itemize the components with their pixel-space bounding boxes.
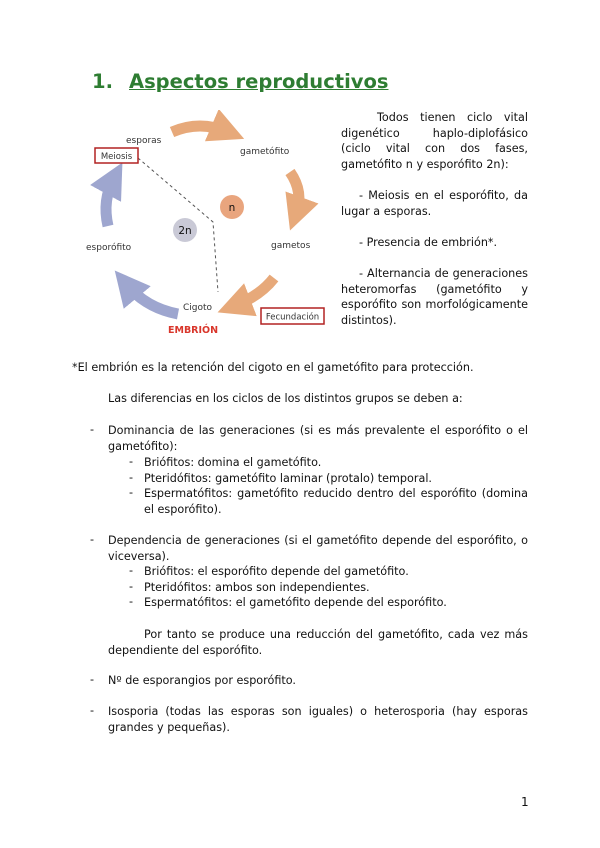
intro-item-alternancia: - Alternancia de generaciones heteromorfas (gametófito y esporófito son morfológicamente distintos). (341, 266, 528, 327)
n-label: n (228, 202, 236, 214)
section-heading (92, 70, 388, 93)
page-number: 1 (521, 795, 529, 809)
meiosis-label: Meiosis (100, 152, 133, 162)
two-n-label: 2n (178, 225, 192, 237)
sub-bullet-dash: - (129, 486, 134, 499)
intro-item-meiosis: - Meiosis en el esporófito, da lugar a esporas. (341, 188, 528, 218)
sub-bullet-dash: - (129, 455, 134, 468)
sub-bullet-dash: - (129, 564, 134, 577)
esporas-label: esporas (126, 136, 162, 146)
dependencia-sub-pteridofitos: Pteridófitos: ambos son independientes. (144, 581, 370, 594)
embryo-note: *El embrión es la retención del cigoto en el gametófito para protección. (72, 361, 474, 374)
arrow-gametos-fecundacion (234, 278, 274, 306)
dominancia-sub-espermatofitos: Espermatófitos: gametófito reducido dentro del esporófito (domina el esporófito). (144, 487, 528, 516)
fecundacion-label: Fecundación (265, 312, 320, 323)
esporofito-label: esporófito (86, 243, 132, 253)
dominancia-text: Dominancia de las generaciones (si es más prevalente el esporófito o el gametófito): (108, 424, 528, 453)
dominancia-sub-briofitos: Briófitos: domina el gametófito. (144, 456, 322, 469)
heading-title: Aspectos reproductivos (128, 70, 389, 93)
arrow-gametofito-gametos (290, 172, 299, 214)
sub-bullet-dash: - (129, 580, 134, 593)
heading-number: 1. (92, 70, 113, 93)
embrion-label: EMBRIÓN (168, 325, 219, 336)
gametofito-label: gametófito (240, 147, 290, 157)
arrow-esporofito-meiosis (106, 178, 114, 226)
differences-intro: Las diferencias en los ciclos de los distintos grupos se deben a: (108, 392, 463, 405)
sub-bullet-dash: - (129, 471, 134, 484)
bullet-dash: - (90, 423, 95, 436)
isosporia-text: Isosporia (todas las esporas son iguales) o heterosporia (hay esporas grandes y pequeñas). (108, 705, 528, 734)
intro-item-embrion: - Presencia de embrión*. (359, 235, 498, 249)
bullet-dash: - (90, 673, 95, 686)
life-cycle-diagram (68, 110, 338, 345)
dependencia-text: Dependencia de generaciones (si el gametófito depende del esporófito, o viceversa). (108, 534, 528, 563)
dependencia-conclusion: Por tanto se produce una reducción del gametófito, cada vez más dependiente del esporófito. (108, 628, 528, 657)
dominancia-sub-pteridofitos: Pteridófitos: gametófito laminar (protalo) temporal. (144, 472, 432, 485)
esporangios-text: Nº de esporangios por esporófito. (108, 674, 296, 687)
gametos-label: gametos (271, 241, 311, 251)
cigoto-label: Cigoto (183, 303, 213, 313)
bullet-dash: - (90, 704, 95, 717)
dependencia-sub-espermatofitos: Espermatófitos: el gametófito depende del esporófito. (144, 596, 447, 609)
intro-paragraph: Todos tienen ciclo vital digenético haplo-diplofásico (ciclo vital con dos fases, gametófito n y esporófito 2n): (341, 111, 528, 171)
dependencia-sub-briofitos: Briófitos: el esporófito depende del gametófito. (144, 565, 409, 578)
intro-column (341, 110, 528, 328)
bullet-dash: - (90, 533, 95, 546)
arrow-cigoto-esporofito (126, 284, 178, 314)
sub-bullet-dash: - (129, 595, 134, 608)
arrow-esporas-gametofito (172, 126, 228, 132)
